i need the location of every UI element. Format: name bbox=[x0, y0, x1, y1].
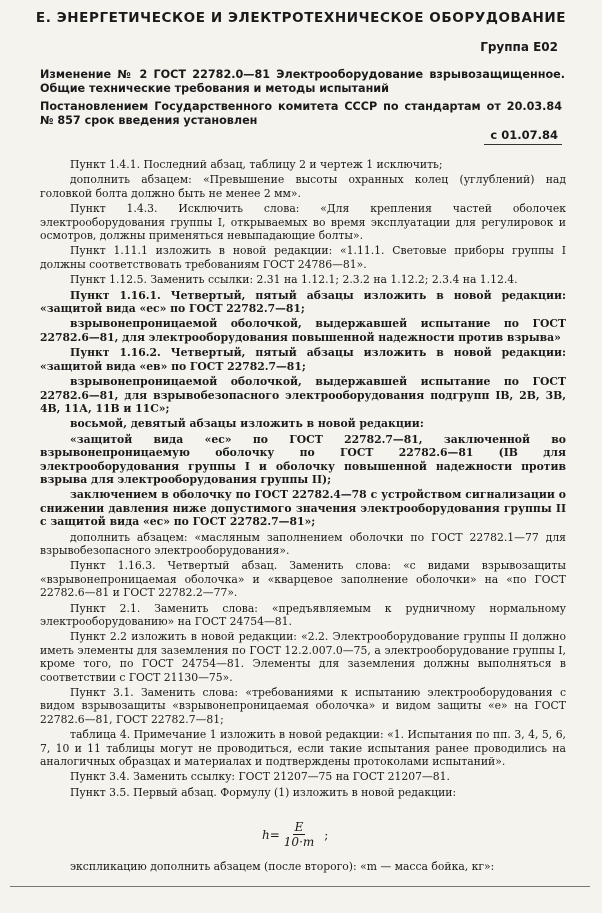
page-bottom-rule bbox=[10, 886, 590, 887]
paragraph: взрывонепроницаемой оболочкой, выдержавшей испытание по ГОСТ 22782.6—81, для электрооборудования повышенной надежности против взрыва» bbox=[40, 317, 566, 344]
paragraph: восьмой, девятый абзацы изложить в новой редакции: bbox=[70, 417, 424, 431]
formula-fraction bbox=[284, 820, 314, 849]
paragraph: Пункт 1.4.3. Исключить слова: «Для крепления частей оболочек электрооборудования группы I, открываемых во время эксплуатации для регулировок и осмотров, должны применяться невыпадающие болты». bbox=[40, 202, 566, 243]
paragraph: Пункт 3.4. Заменить ссылку: ГОСТ 21207—75 на ГОСТ 21207—81. bbox=[70, 770, 450, 784]
paragraph: Пункт 3.1. Заменить слова: «требованиями к испытанию электрооборудования с видом взрывозащиты «взрывонепроницаемая оболочка» и видом защиты «е» на ГОСТ 22782.6—81, ГОСТ 22782.7—81; bbox=[40, 686, 566, 726]
paragraph: Пункт 1.16.1. Четвертый, пятый абзацы изложить в новой редакции: «защитой вида «ес» по ГОСТ 22782.7—81; bbox=[40, 288, 566, 316]
paragraph: Пункт 1.12.5. Заменить ссылки: 2.31 на 1.12.1; 2.3.2 на 1.12.2; 2.3.4 на 1.12.4. bbox=[70, 273, 518, 287]
paragraph: Пункт 2.1. Заменить слова: «предъявляемым к рудничному нормальному электрооборудованию» на ГОСТ 24754—81. bbox=[40, 601, 566, 628]
paragraph: взрывонепроницаемой оболочкой, выдержавшей испытание по ГОСТ 22782.6—81, для взрывобезопасного электрооборудования подгрупп IВ, 2В, 3В, 4В, 11А, 11В и 11С»; bbox=[40, 375, 566, 415]
group-label: Группа Е02 bbox=[480, 40, 558, 54]
amendment-title: Изменение № 2 ГОСТ 22782.0—81 Электрооборудование взрывозащищенное. Общие технические требования и методы испытаний bbox=[40, 68, 565, 95]
paragraph: Пункт 1.16.3. Четвертый абзац. Заменить слова: «с видами взрывозащиты «взрывонепроницаемая оболочка» и «кварцевое заполнение оболочки» на «по ГОСТ 22782.6—81 и ГОСТ 22782.2—77». bbox=[40, 559, 566, 600]
formula-denominator: 10·m bbox=[283, 835, 315, 849]
footer-paragraph: экспликацию дополнить абзацем (после второго): «m — масса бойка, кг»: bbox=[70, 860, 495, 873]
paragraph: Пункт 3.5. Первый абзац. Формулу (1) изложить в новой редакции: bbox=[70, 785, 457, 799]
paragraph: «защитой вида «ес» по ГОСТ 22782.7—81, заключенной во взрывонепроницаемую оболочку по ГОСТ 22782.6—81 (IВ для электрооборудования группы I и оболочку повышенной надежности против взрыва для электрооборудования группы II); bbox=[40, 432, 566, 486]
date-underline bbox=[484, 144, 562, 145]
paragraph: заключением в оболочку по ГОСТ 22782.4—78 с устройством сигнализации о снижении давления ниже допустимого значения электрооборудования группы II с защитой вида «ес» по ГОСТ 22782.7—81»; bbox=[40, 488, 566, 529]
formula bbox=[262, 820, 328, 849]
paragraph: дополнить абзацем: «масляным заполнением оболочки по ГОСТ 22782.1—77 для взрывобезопасного электрооборудования». bbox=[40, 530, 566, 557]
formula-numerator: E bbox=[294, 820, 304, 834]
paragraph: Пункт 2.2 изложить в новой редакции: «2.2. Электрооборудование группы II должно иметь элементы для заземления по ГОСТ 12.2.007.0—75, а электрооборудование группы I, кроме того, по ГОСТ 24754—81. Элементы для заземления должны выполняться в соответствии с ГОСТ 21130—75». bbox=[40, 630, 566, 684]
paragraph: Пункт 1.11.1 изложить в новой редакции: «1.11.1. Световые приборы группы I должны соответствовать требованиям ГОСТ 24786—81». bbox=[40, 244, 566, 271]
formula-suffix: ; bbox=[324, 827, 329, 842]
paragraph: Пункт 1.4.1. Последний абзац, таблицу 2 и чертеж 1 исключить; bbox=[70, 158, 443, 171]
section-title: Е. ЭНЕРГЕТИЧЕСКОЕ И ЭЛЕКТРОТЕХНИЧЕСКОЕ ОБОРУДОВАНИЕ bbox=[35, 10, 567, 26]
paragraph: Пункт 1.16.2. Четвертый, пятый абзацы изложить в новой редакции: «защитой вида «ев» по ГОСТ 22782.7—81; bbox=[40, 346, 566, 373]
amendment-body bbox=[40, 158, 566, 801]
formula-lhs: h= bbox=[262, 827, 280, 842]
effective-date: с 01.07.84 bbox=[490, 128, 558, 142]
paragraph: таблица 4. Примечание 1 изложить в новой редакции: «1. Испытания по пп. 3, 4, 5, 6, 7, 10 и 11 таблицы могут не проводиться, если такие испытания ранее проводились на аналогичных образцах и материалах и подтверждены протоколами испытаний». bbox=[40, 728, 566, 769]
paragraph: дополнить абзацем: «Превышение высоты охранных колец (углублений) над головкой болта должно быть не менее 2 мм». bbox=[40, 173, 566, 200]
decree-text: Постановлением Государственного комитета СССР по стандартам от 20.03.84 № 857 срок введения установлен bbox=[40, 100, 562, 127]
